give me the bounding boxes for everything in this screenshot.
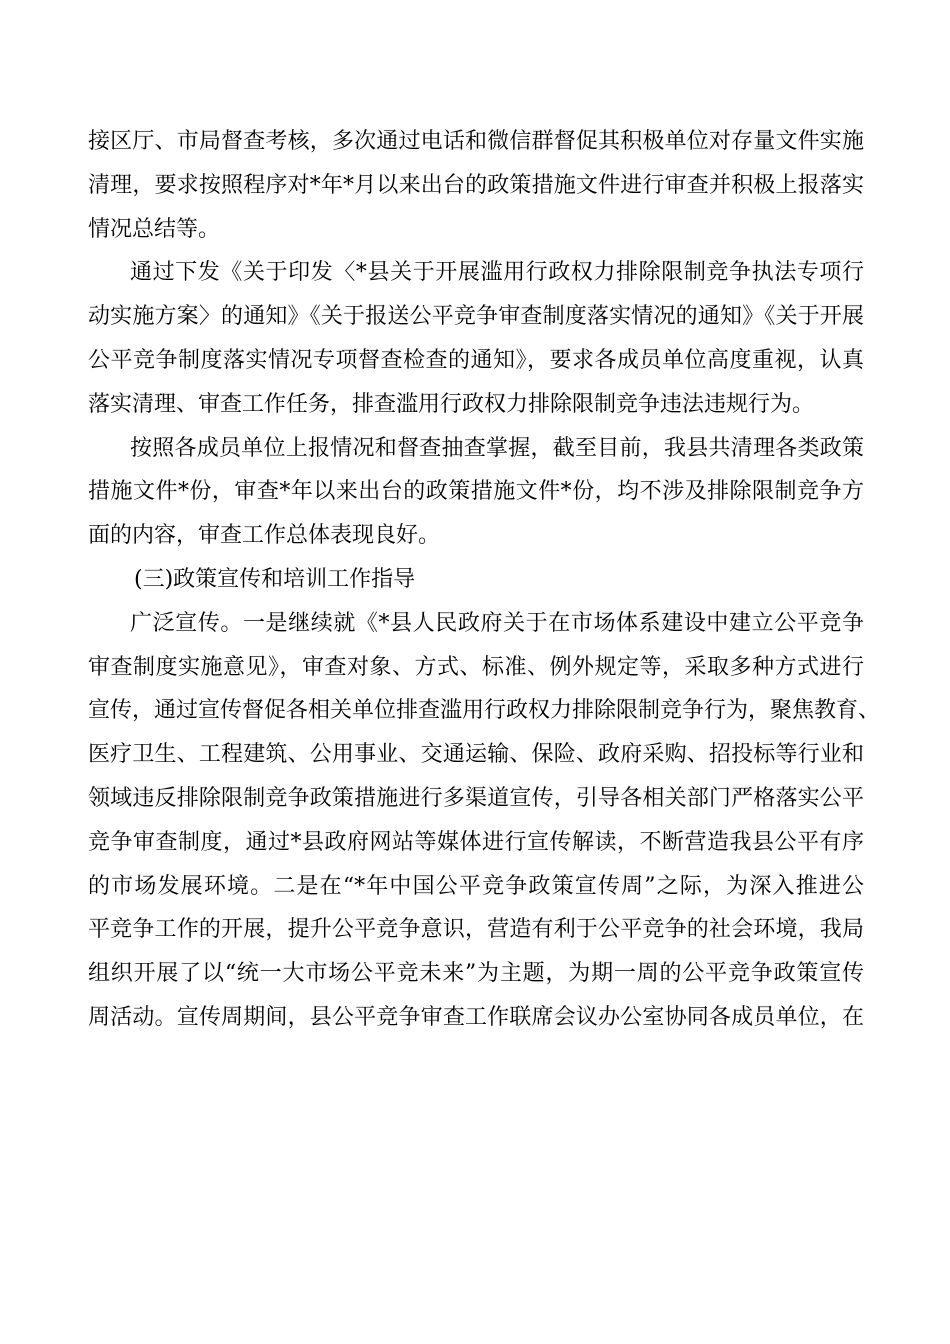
text-line: 清理，要求按照程序对*年*月以来出台的政策措施文件进行审查并积极上报落实 — [88, 172, 864, 198]
heading-text: (三)政策宣传和培训工作指导 — [134, 566, 416, 592]
text-line: 审查制度实施意见》，审查对象、方式、标准、例外规定等，采取多种方式进行 — [88, 654, 864, 680]
text-line: 组织开展了以“统一大市场公平竞未来”为主题，为期一周的公平竞争政策宣传 — [88, 961, 864, 987]
section-heading — [88, 558, 864, 602]
text-line: 按照各成员单位上报情况和督查抽查掌握，截至目前，我县共清理各类政策 — [130, 435, 864, 461]
text-line: 情况总结等。 — [88, 216, 221, 242]
paragraph-2 — [88, 251, 864, 426]
text-line: 周活动。宣传周期间，县公平竞争审查工作联席会议办公室协同各成员单位，在 — [88, 1004, 864, 1030]
text-line: 平竞争工作的开展，提升公平竞争意识，营造有利于公平竞争的社会环境，我局 — [88, 917, 864, 943]
text-line: 广泛宣传。一是继续就《*县人民政府关于在市场体系建设中建立公平竞争 — [130, 610, 864, 636]
text-line: 竞争审查制度，通过*县政府网站等媒体进行宣传解读，不断营造我县公平有序 — [88, 829, 864, 855]
text-line: 措施文件*份，审查*年以来出台的政策措施文件*份，均不涉及排除限制竞争方 — [88, 479, 864, 505]
text-line: 落实清理、审查工作任务，排查滥用行政权力排除限制竞争违法违规行为。 — [88, 391, 815, 417]
paragraph-5 — [88, 602, 881, 1040]
text-line: 医疗卫生、工程建筑、公用事业、交通运输、保险、政府采购、招投标等行业和 — [88, 742, 864, 768]
text-line: 面的内容，审查工作总体表现良好。 — [88, 523, 441, 549]
text-line: 动实施方案〉的通知》《关于报送公平竞争审查制度落实情况的通知》《关于开展 — [88, 304, 864, 330]
paragraph-3 — [88, 427, 864, 558]
text-line: 宣传，通过宣传督促各相关单位排查滥用行政权力排除限制竞争行为，聚焦教育、 — [88, 698, 881, 724]
text-line: 的市场发展环境。二是在“*年中国公平竞争政策宣传周”之际，为深入推进公 — [88, 873, 864, 899]
text-line: 通过下发《关于印发〈*县关于开展滥用行政权力排除限制竞争执法专项行 — [130, 260, 864, 286]
text-line: 领域违反排除限制竞争政策措施进行多渠道宣传，引导各相关部门严格落实公平 — [88, 785, 864, 811]
text-line: 接区厅、市局督查考核，多次通过电话和微信群督促其积极单位对存量文件实施 — [88, 129, 864, 154]
text-line: 公平竞争制度落实情况专项督查检查的通知》，要求各成员单位高度重视，认真 — [88, 347, 864, 373]
document-body — [88, 120, 881, 1040]
paragraph-1 — [88, 120, 864, 251]
